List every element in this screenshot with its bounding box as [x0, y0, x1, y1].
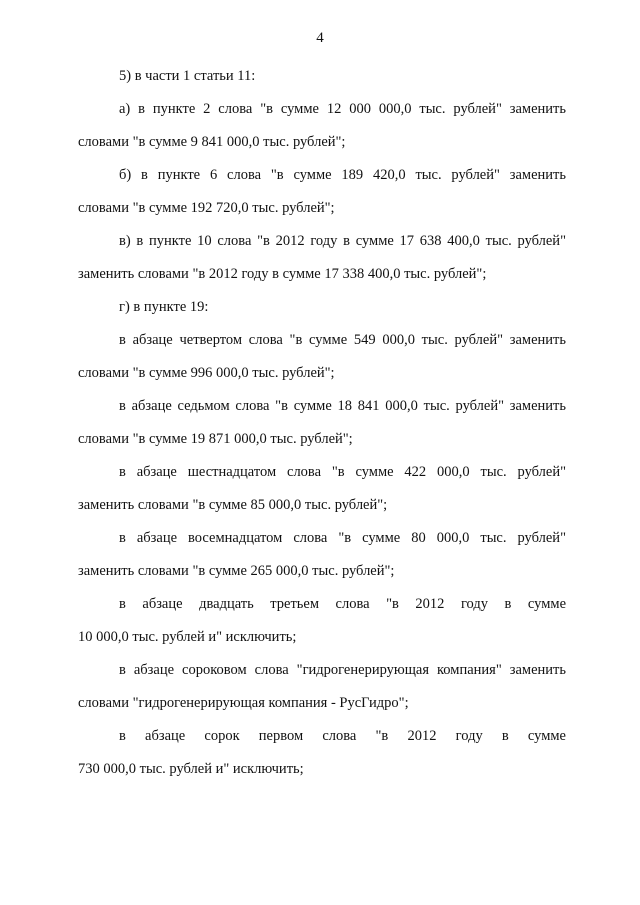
- subitem-b-line-1: б) в пункте 6 слова "в сумме 189 420,0 тыс. рублей" заменить: [119, 167, 566, 183]
- paragraph-16-line-2: заменить словами "в сумме 85 000,0 тыс. рублей";: [78, 497, 388, 513]
- paragraph-40-line-1: в абзаце сороковом слова "гидрогенерирующая компания" заменить: [119, 662, 566, 678]
- subitem-g-heading: г) в пункте 19:: [119, 299, 209, 315]
- paragraph-18-line-2: заменить словами "в сумме 265 000,0 тыс. рублей";: [78, 563, 395, 579]
- paragraph-4-line-1: в абзаце четвертом слова "в сумме 549 000,0 тыс. рублей" заменить: [119, 332, 566, 348]
- paragraph-16-line-1: в абзаце шестнадцатом слова "в сумме 422 000,0 тыс. рублей": [119, 464, 566, 480]
- subitem-a-line-2: словами "в сумме 9 841 000,0 тыс. рублей";: [78, 134, 346, 150]
- subitem-a-line-1: а) в пункте 2 слова "в сумме 12 000 000,0 тыс. рублей" заменить: [119, 101, 566, 117]
- subitem-b-line-2: словами "в сумме 192 720,0 тыс. рублей";: [78, 200, 335, 216]
- item-5-heading: 5) в части 1 статьи 11:: [119, 68, 256, 84]
- page-number: 4: [316, 30, 324, 46]
- paragraph-7-line-2: словами "в сумме 19 871 000,0 тыс. рублей";: [78, 431, 353, 447]
- paragraph-41-line-1: в абзаце сорок первом слова "в 2012 году в сумме: [119, 728, 566, 744]
- paragraph-18-line-1: в абзаце восемнадцатом слова "в сумме 80 000,0 тыс. рублей": [119, 530, 566, 546]
- paragraph-41-line-2: 730 000,0 тыс. рублей и" исключить;: [78, 761, 304, 777]
- paragraph-23-line-2: 10 000,0 тыс. рублей и" исключить;: [78, 629, 297, 645]
- paragraph-7-line-1: в абзаце седьмом слова "в сумме 18 841 000,0 тыс. рублей" заменить: [119, 398, 566, 414]
- paragraph-4-line-2: словами "в сумме 996 000,0 тыс. рублей";: [78, 365, 335, 381]
- subitem-v-line-2: заменить словами "в 2012 году в сумме 17 338 400,0 тыс. рублей";: [78, 266, 487, 282]
- subitem-v-line-1: в) в пункте 10 слова "в 2012 году в сумме 17 638 400,0 тыс. рублей": [119, 233, 566, 249]
- paragraph-23-line-1: в абзаце двадцать третьем слова "в 2012 году в сумме: [119, 596, 566, 612]
- paragraph-40-line-2: словами "гидрогенерирующая компания - РусГидро";: [78, 695, 409, 711]
- amendment-text: [78, 60, 566, 786]
